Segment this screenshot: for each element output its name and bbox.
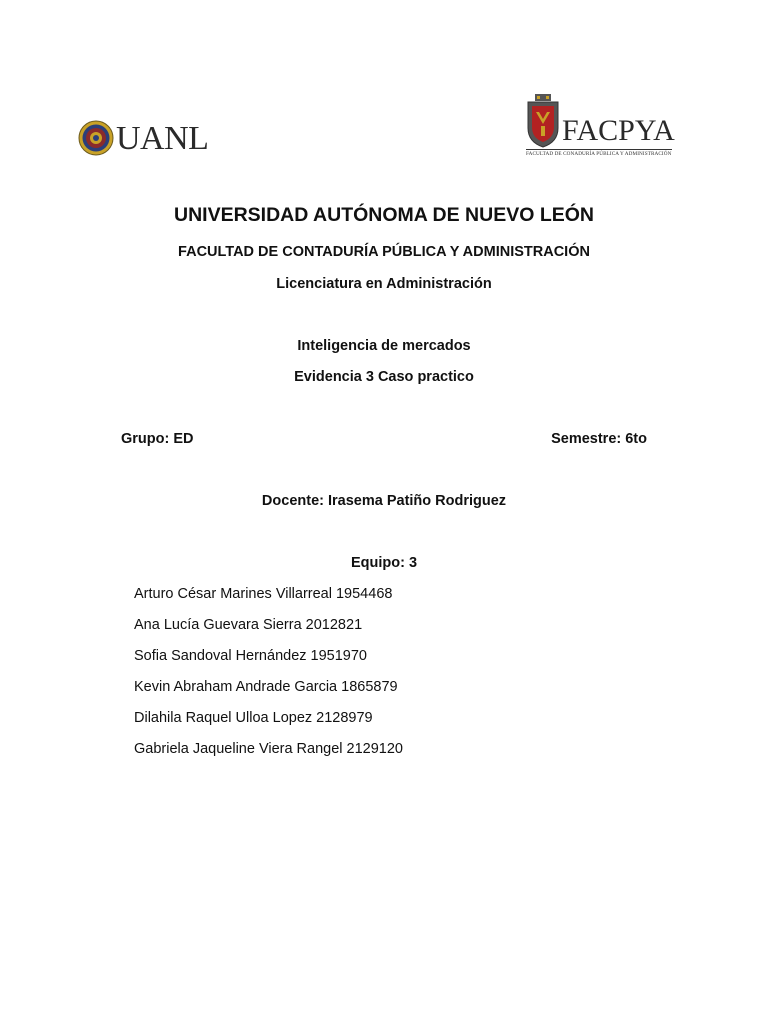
team-member: Dilahila Raquel Ulloa Lopez 2128979 (134, 710, 373, 726)
team-label: Equipo: 3 (350, 555, 418, 571)
facpya-logo (524, 92, 676, 162)
uanl-logo (78, 118, 208, 160)
assignment-title: Evidencia 3 Caso practico (294, 369, 474, 385)
facpya-shield-icon (526, 94, 560, 148)
team-members-list (134, 586, 403, 772)
facpya-divider (526, 149, 672, 150)
university-title: UNIVERSIDAD AUTÓNOMA DE NUEVO LEÓN (174, 204, 594, 226)
team-member: Ana Lucía Guevara Sierra 2012821 (134, 617, 363, 633)
group-label: Grupo: ED (121, 431, 194, 447)
degree-title: Licenciatura en Administración (276, 276, 492, 292)
team-member: Sofia Sandoval Hernández 1951970 (134, 648, 367, 664)
team-member: Gabriela Jaqueline Viera Rangel 2129120 (134, 741, 403, 757)
facpya-subtitle: FACULTAD DE CONADURÍA PÚBLICA Y ADMINISTRACIÓN (526, 151, 672, 157)
subject-title: Inteligencia de mercados (297, 338, 471, 354)
team-member: Kevin Abraham Andrade Garcia 1865879 (134, 679, 398, 695)
facpya-wordmark: FACPYA (562, 114, 675, 147)
faculty-title: FACULTAD DE CONTADURÍA PÚBLICA Y ADMINISTRACIÓN (178, 244, 590, 260)
uanl-wordmark: UANL (116, 120, 209, 157)
uanl-seal-icon (78, 120, 114, 156)
semester-label: Semestre: 6to (551, 431, 647, 447)
team-member: Arturo César Marines Villarreal 1954468 (134, 586, 393, 602)
teacher-label: Docente: Irasema Patiño Rodriguez (261, 493, 507, 509)
